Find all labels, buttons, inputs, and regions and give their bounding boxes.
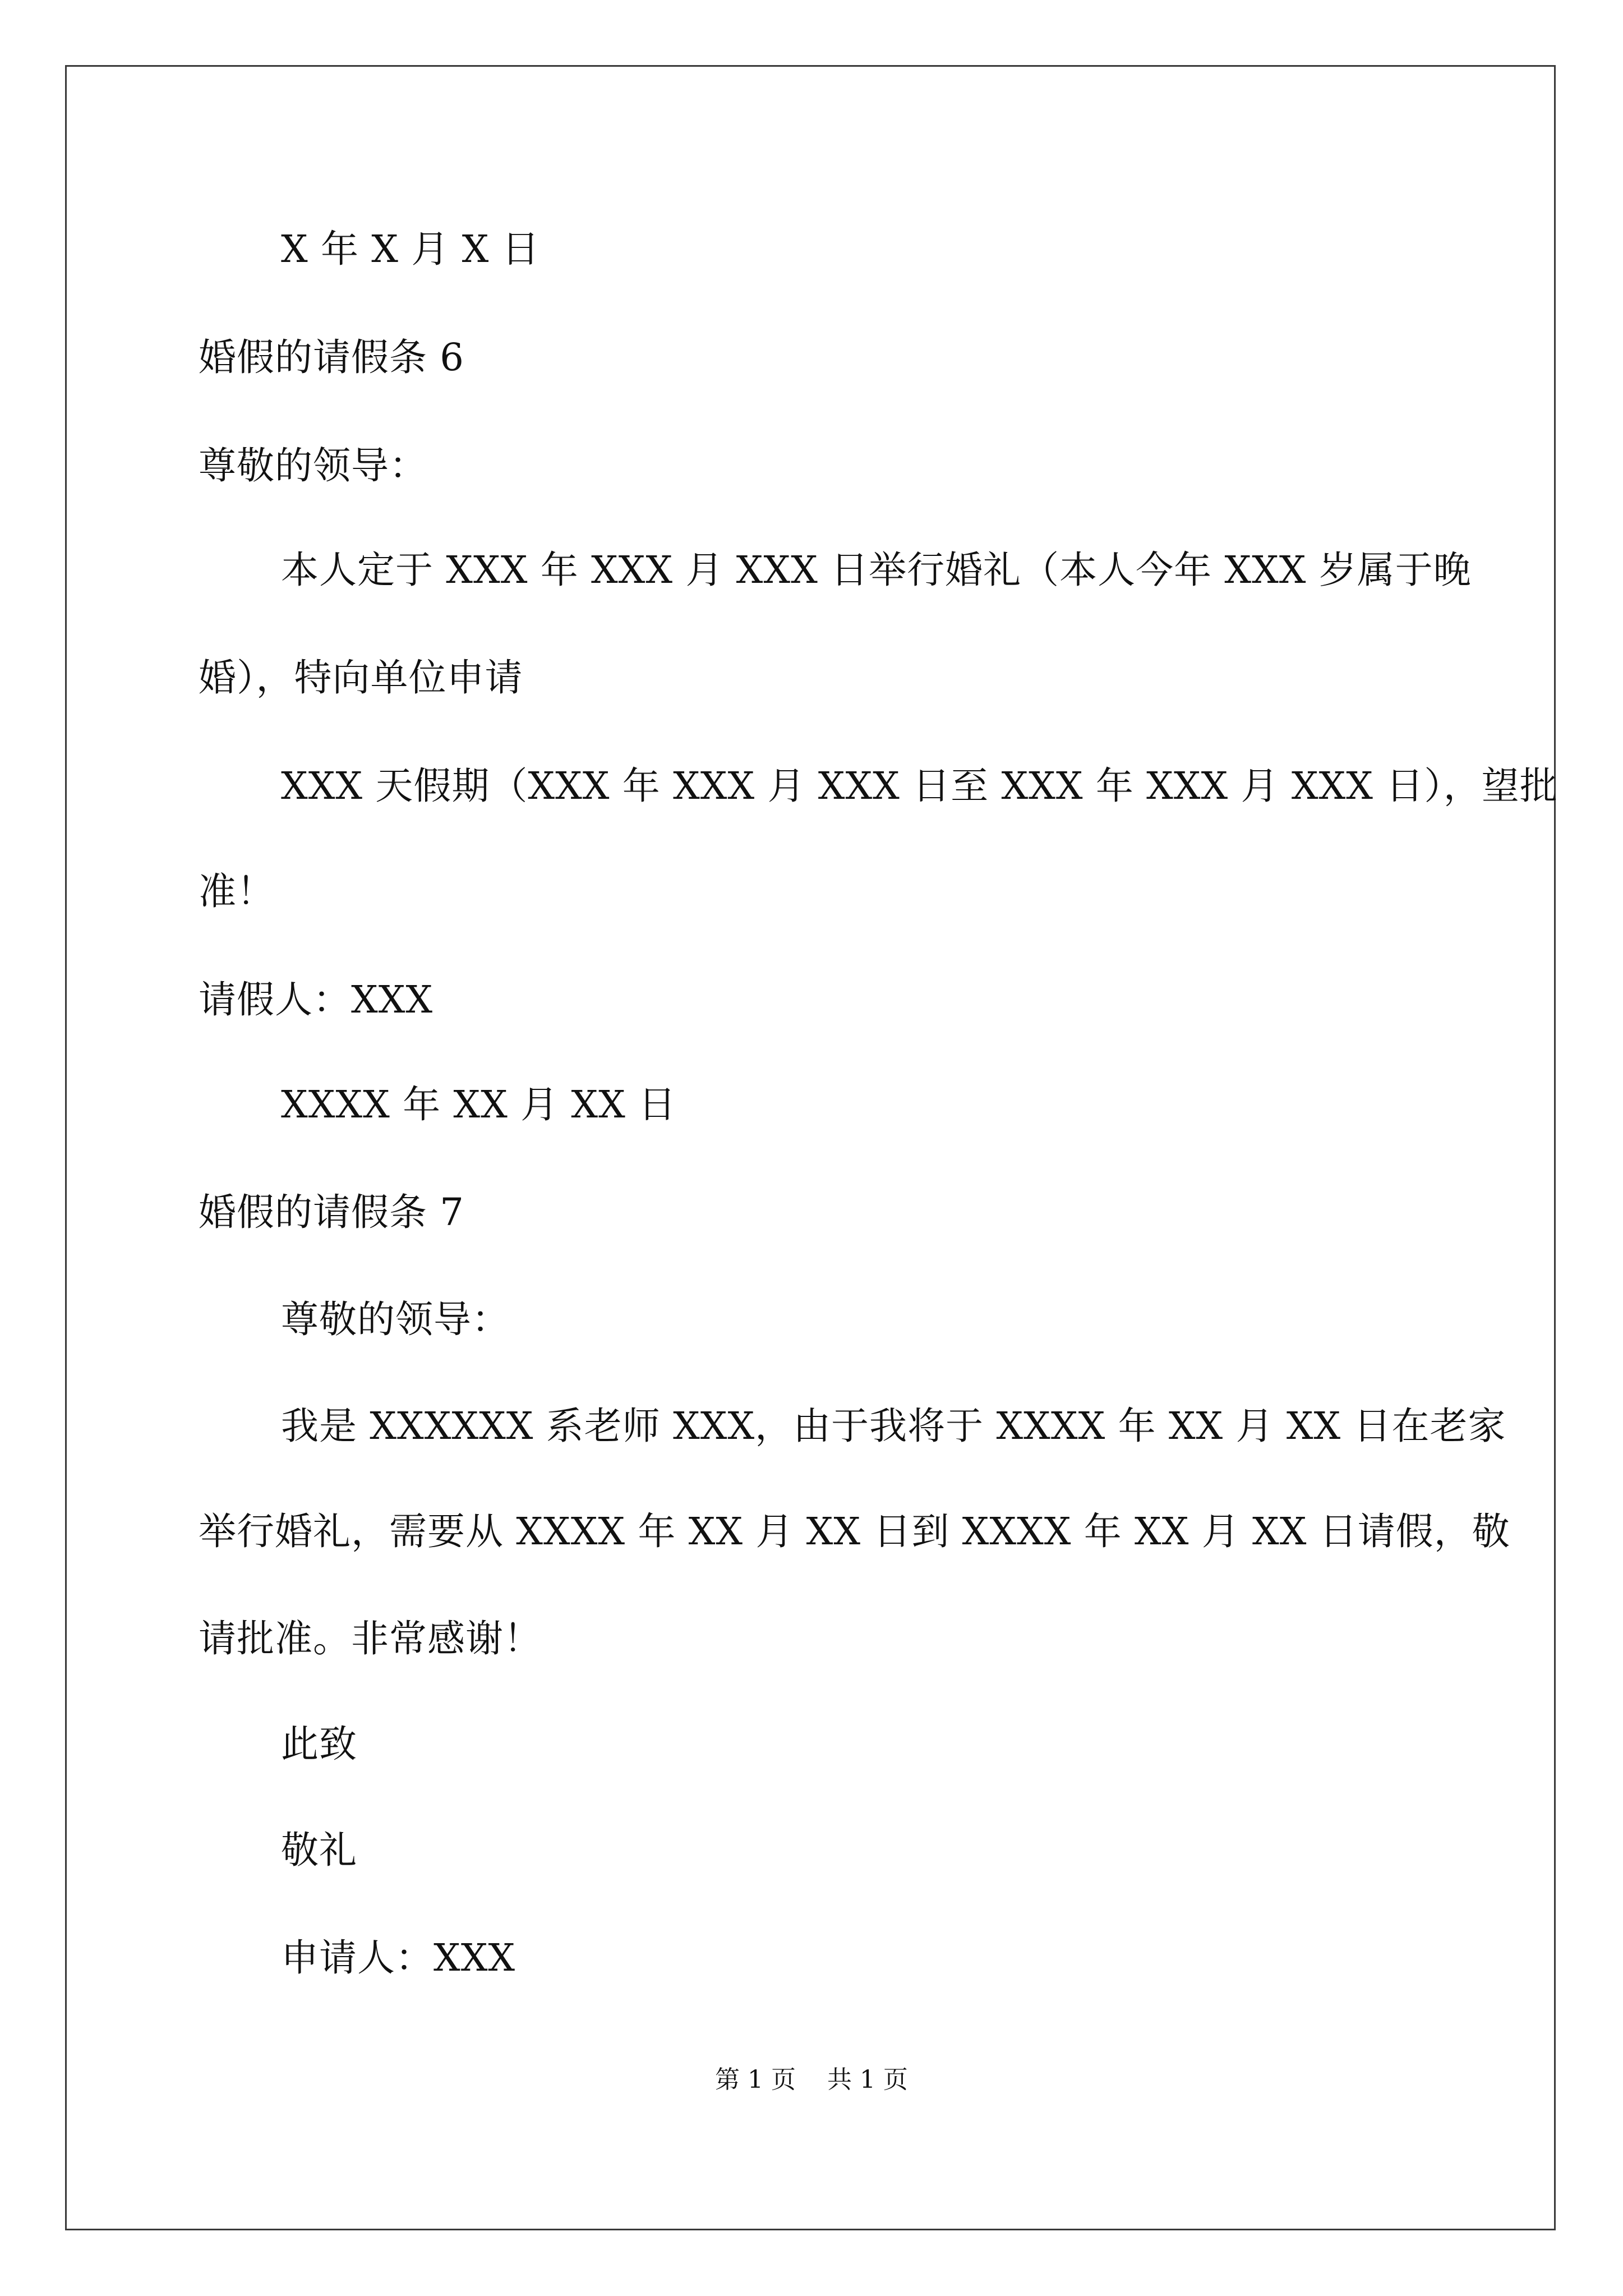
text-line: 请批准。非常感谢！ <box>199 1617 542 1660</box>
closing-line: 敬礼 <box>281 1828 357 1872</box>
salutation: 尊敬的领导： <box>199 444 427 487</box>
text-line: 举行婚礼，需要从 XXXX 年 XX 月 XX 日到 XXXX 年 XX 月 XX 日请假，敬 <box>199 1510 1510 1553</box>
text-line: 我是 XXXXXX 系老师 XXX，由于我将于 XXXX 年 XX 月 XX 日在老家 <box>281 1404 1506 1448</box>
date-line: XXXX 年 XX 月 XX 日 <box>281 1083 677 1126</box>
text-line: 婚），特向单位申请 <box>199 656 523 700</box>
text-line: XXX 天假期（XXX 年 XXX 月 XXX 日至 XXX 年 XXX 月 XXX 日），望批 <box>281 764 1558 808</box>
signature-line: 申请人：XXX <box>281 1936 516 1980</box>
text-line: X 年 X 月 X 日 <box>281 227 540 271</box>
signature-line: 请假人：XXX <box>199 978 434 1022</box>
salutation: 尊敬的领导： <box>281 1297 510 1341</box>
section-heading: 婚假的请假条 7 <box>199 1190 464 1234</box>
page-frame <box>65 65 1556 2230</box>
text-line: 准！ <box>199 869 275 913</box>
section-heading: 婚假的请假条 6 <box>199 335 464 379</box>
page-number-footer: 第 1 页 共 1 页 <box>715 2065 908 2094</box>
closing-line: 此致 <box>281 1722 357 1766</box>
text-line: 本人定于 XXX 年 XXX 月 XXX 日举行婚礼（本人今年 XXX 岁属于晚 <box>281 548 1472 592</box>
